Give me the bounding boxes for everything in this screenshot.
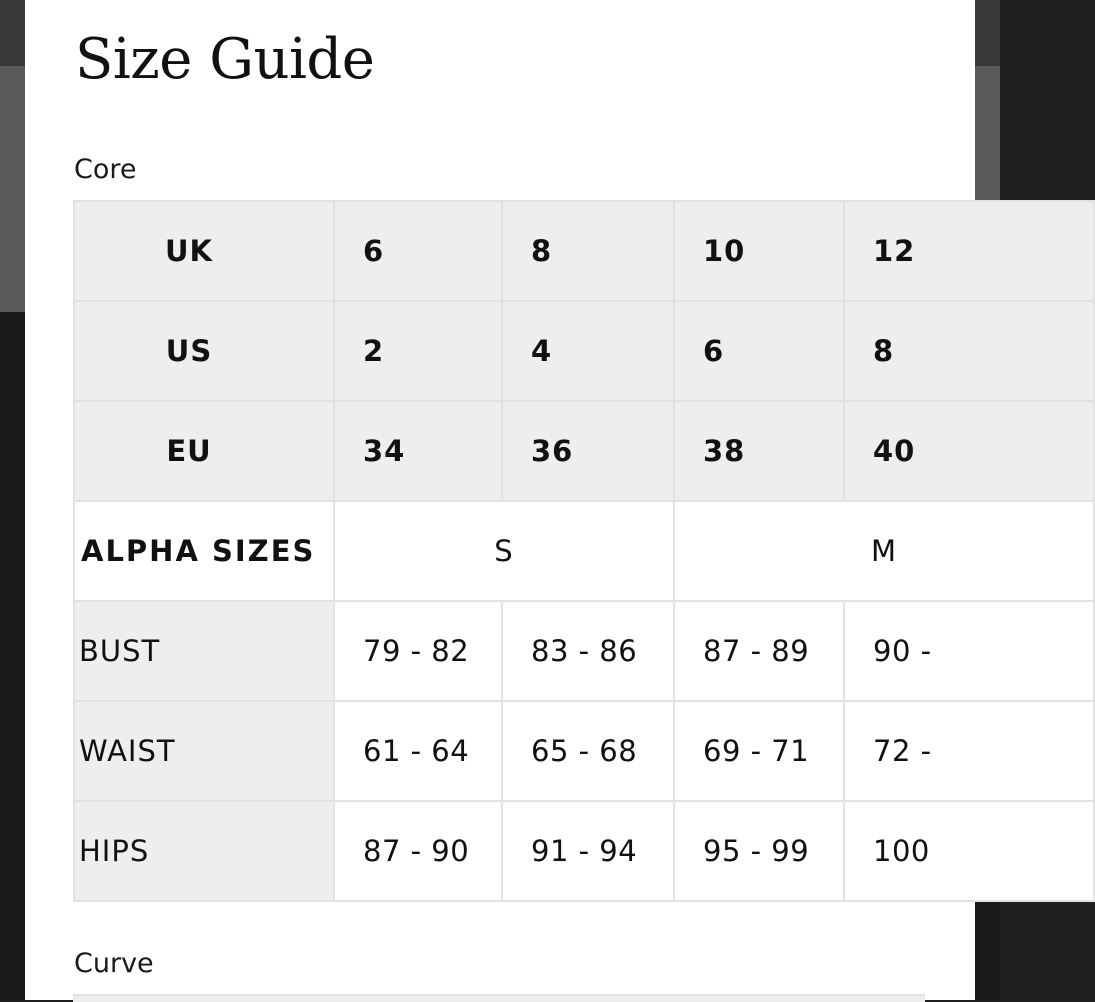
table-cell: M (674, 501, 1094, 601)
table-cell: 87 - 89 (674, 601, 844, 701)
row-label-waist: WAIST (74, 701, 334, 801)
table-cell: 38 (674, 401, 844, 501)
core-size-table-scroll[interactable] (73, 200, 932, 896)
row-label-uk: UK (74, 201, 334, 301)
curve-section-label: Curve (74, 948, 154, 979)
row-label-eu: EU (74, 401, 334, 501)
table-cell: 2 (334, 301, 502, 401)
table-cell: 69 - 71 (674, 701, 844, 801)
table-cell: 91 - 94 (502, 801, 674, 901)
table-cell: 8 (502, 201, 674, 301)
modal-title: Size Guide (75, 27, 375, 92)
table-cell: 4 (502, 301, 674, 401)
core-size-table (73, 200, 1095, 902)
table-cell: 72 - (844, 701, 1094, 801)
table-cell: 40 (844, 401, 1094, 501)
table-cell: 87 - 90 (334, 801, 502, 901)
table-cell: 79 - 82 (334, 601, 502, 701)
table-cell: 61 - 64 (334, 701, 502, 801)
table-cell: 6 (674, 301, 844, 401)
curve-size-table[interactable] (73, 994, 925, 1002)
table-cell: 83 - 86 (502, 601, 674, 701)
table-row-waist (74, 701, 1094, 801)
table-cell: 100 (844, 801, 1094, 901)
table-row-alpha-sizes (74, 501, 1094, 601)
table-row-hips (74, 801, 1094, 901)
table-row-bust (74, 601, 1094, 701)
row-label-bust: BUST (74, 601, 334, 701)
row-label-us: US (74, 301, 334, 401)
table-cell: 34 (334, 401, 502, 501)
table-row-uk (74, 201, 1094, 301)
table-cell: 65 - 68 (502, 701, 674, 801)
table-row-us (74, 301, 1094, 401)
table-cell: 6 (334, 201, 502, 301)
row-label-hips: HIPS (74, 801, 334, 901)
table-cell: 36 (502, 401, 674, 501)
table-cell: 95 - 99 (674, 801, 844, 901)
size-guide-modal[interactable] (25, 0, 975, 1000)
table-cell: 8 (844, 301, 1094, 401)
table-cell: 12 (844, 201, 1094, 301)
table-cell: 10 (674, 201, 844, 301)
row-label-alpha-sizes: ALPHA SIZES (74, 501, 334, 601)
table-cell: 90 - (844, 601, 1094, 701)
core-section-label: Core (74, 154, 137, 185)
table-cell: S (334, 501, 674, 601)
table-row-eu (74, 401, 1094, 501)
